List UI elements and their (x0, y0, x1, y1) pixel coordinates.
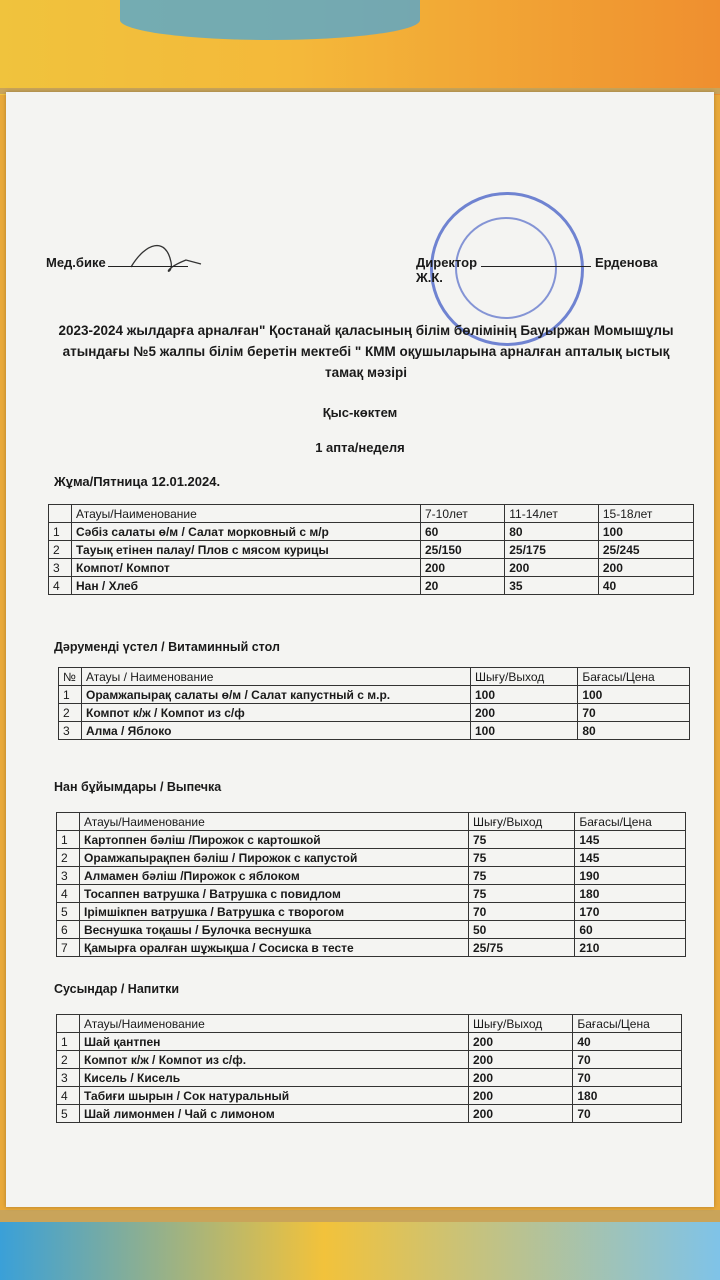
col-age-11-14: 11-14лет (505, 505, 599, 523)
title-line-2: атындағы №5 жалпы білім беретін мектебі " КММ оқушыларына арналған апталық ыстық (62, 344, 670, 359)
col-price: Бағасы/Цена (573, 1015, 682, 1033)
title-line-3: тамақ мәзірі (325, 365, 407, 380)
table-header-row: № Атауы / Наименование Шығу/Выход Бағасы/Цена (59, 668, 690, 686)
table-row: 4 Тосаппен ватрушка / Ватрушка с повидлом 75 180 (57, 885, 686, 903)
table-row: 2 Тауық етінен палау/ Плов с мясом курицы 25/150 25/175 25/245 (49, 541, 694, 559)
table-row: 7 Қамырға оралған шұжықша / Сосиска в тесте 25/75 210 (57, 939, 686, 957)
table-row: 5 Ірімшікпен ватрушка / Ватрушка с творогом 70 170 (57, 903, 686, 921)
season-label: Қыс-көктем (322, 405, 398, 420)
col-name: Атауы/Наименование (72, 505, 421, 523)
table-row: 4 Табиғи шырын / Сок натуральный 200 180 (57, 1087, 682, 1105)
title-line-1: 2023-2024 жылдарға арналған" Қостанай қаласының білім бөлімінің Бауыржан Момышұлы (58, 323, 674, 338)
background-bottom (0, 1220, 720, 1280)
col-age-7-10: 7-10лет (421, 505, 505, 523)
table-row: 1 Картоппен бәліш /Пирожок с картошкой 75 145 (57, 831, 686, 849)
table-row: 3 Алмамен бәліш /Пирожок с яблоком 75 190 (57, 867, 686, 885)
table-row: 3 Алма / Яблоко 100 80 (59, 722, 690, 740)
col-price: Бағасы/Цена (578, 668, 690, 686)
bakery-section-title: Нан бұйымдары / Выпечка (54, 780, 222, 794)
table-row: 1 Шай қантпен 200 40 (57, 1033, 682, 1051)
col-name: Атауы/Наименование (80, 1015, 469, 1033)
table-row: 2 Компот к/ж / Компот из с/ф. 200 70 (57, 1051, 682, 1069)
lunch-table (48, 504, 694, 595)
frame-bottom-edge (0, 1210, 720, 1222)
bakery-table (56, 812, 686, 957)
director-signature-block (416, 254, 686, 285)
week-label: 1 апта/неделя (315, 440, 405, 455)
table-header-row (57, 813, 686, 831)
director-label: Директор (416, 255, 478, 270)
drinks-section-title: Сусындар / Напитки (54, 982, 180, 996)
background-swirl (120, 0, 420, 40)
nurse-label: Мед.бике (46, 255, 106, 270)
table-row: 2 Компот к/ж / Компот из с/ф 200 70 (59, 704, 690, 722)
table-row: 4 Нан / Хлеб 20 35 40 (49, 577, 694, 595)
col-output: Шығу/Выход (471, 668, 578, 686)
table-header-row (57, 1015, 682, 1033)
menu-date: Жұма/Пятница 12.01.2024. (54, 474, 221, 489)
menu-title (46, 320, 686, 383)
table-row: 3 Компот/ Компот 200 200 200 (49, 559, 694, 577)
col-name: Атауы / Наименование (82, 668, 471, 686)
vitamin-table (58, 667, 690, 740)
table-header-row (49, 505, 694, 523)
vitamin-section-title: Дәрумендi үстел / Витаминный стол (54, 640, 280, 654)
director-name: Ерденова Ж.К. (416, 255, 658, 285)
menu-sheet (6, 92, 714, 1207)
drinks-table (56, 1014, 682, 1123)
nurse-signature-block (46, 254, 188, 270)
col-name: Атауы/Наименование (80, 813, 469, 831)
col-price: Бағасы/Цена (575, 813, 686, 831)
table-row: 1 Орамжапырақ салаты ө/м / Салат капустный с м.р. 100 100 (59, 686, 690, 704)
table-row: 3 Кисель / Кисель 200 70 (57, 1069, 682, 1087)
col-output: Шығу/Выход (469, 1015, 573, 1033)
table-row: 5 Шай лимонмен / Чай с лимоном 200 70 (57, 1105, 682, 1123)
col-age-15-18: 15-18лет (598, 505, 693, 523)
table-row: 6 Веснушка тоқашы / Булочка веснушка 50 60 (57, 921, 686, 939)
col-output: Шығу/Выход (469, 813, 575, 831)
background-top (0, 0, 720, 95)
table-row: 1 Сәбіз салаты ө/м / Салат морковный с м/р 60 80 100 (49, 523, 694, 541)
table-row: 2 Орамжапырақпен бәліш / Пирожок с капустой 75 145 (57, 849, 686, 867)
